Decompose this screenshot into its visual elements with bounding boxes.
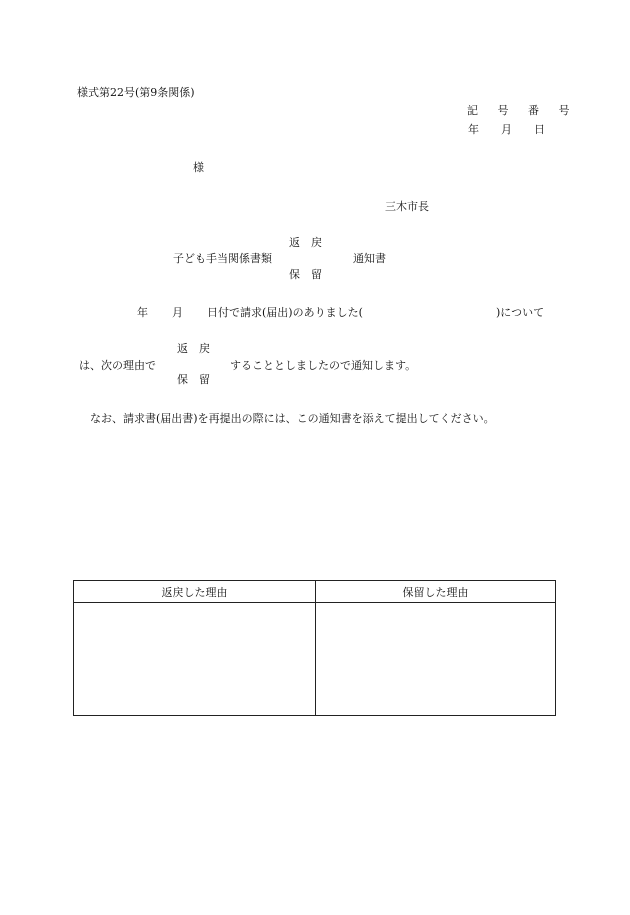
body-return-word: 返 戻: [177, 342, 210, 355]
title-suffix: 通知書: [353, 252, 386, 265]
document-title: 子ども手当関係書類: [173, 252, 272, 265]
issuer-name: 三木市長: [385, 200, 429, 213]
hold-reason-header: 保留した理由: [316, 581, 556, 603]
month-label: 月: [172, 306, 183, 319]
recipient-suffix: 様: [193, 161, 204, 174]
issue-date: 年 月 日: [468, 123, 545, 136]
decision-text: することとしましたので通知します。: [230, 359, 417, 372]
reason-prefix: は、次の理由で: [79, 359, 156, 372]
return-reason-cell: [74, 603, 316, 716]
form-number: 様式第22号(第9条関係): [77, 86, 195, 99]
title-hold-word: 保 留: [289, 268, 322, 281]
record-number: 記 号 番 号: [467, 104, 578, 117]
return-reason-header: 返戻した理由: [74, 581, 316, 603]
resubmit-note: なお、請求書(届出書)を再提出の際には、この通知書を添えて提出してください。: [90, 412, 495, 425]
reasons-table-header-row: [74, 581, 556, 603]
reasons-table-row: [74, 603, 556, 716]
date-request-text: 日付で請求(届出)のありました(: [207, 306, 363, 319]
reasons-table: [73, 580, 556, 716]
body-hold-word: 保 留: [177, 373, 210, 386]
about-text: )について: [496, 306, 545, 319]
year-label: 年: [137, 306, 148, 319]
hold-reason-cell: [316, 603, 556, 716]
title-return-word: 返 戻: [289, 236, 322, 249]
